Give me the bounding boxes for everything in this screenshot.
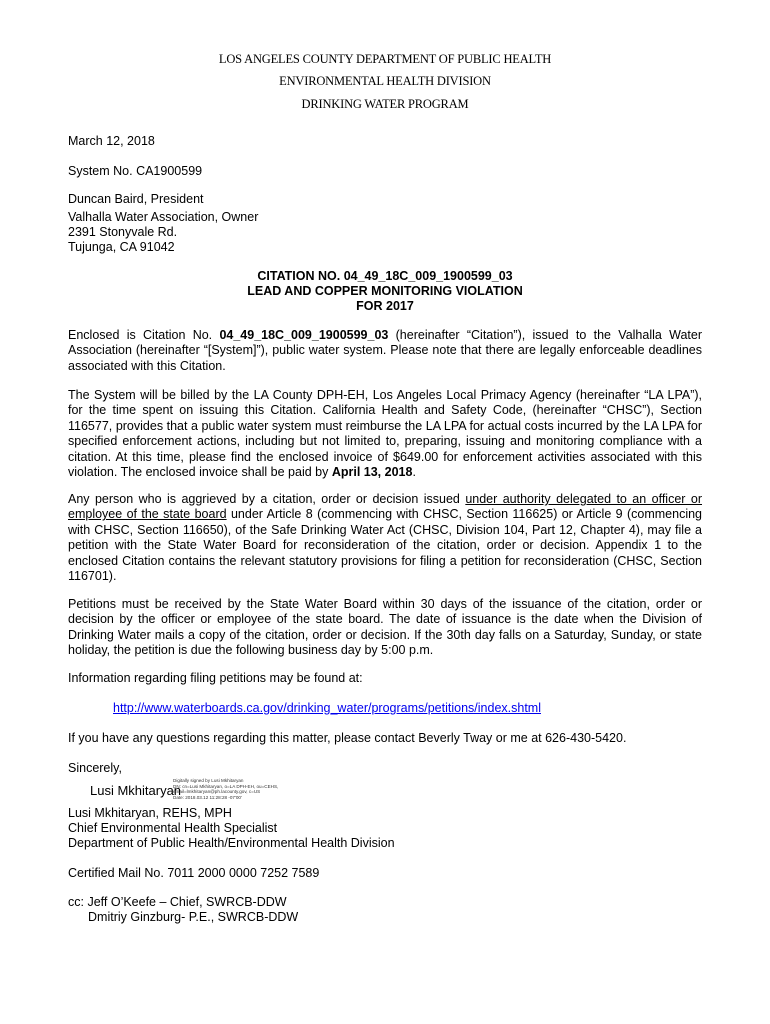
petitions-link[interactable]: http://www.waterboards.ca.gov/drinking_water/programs/petitions/index.shtml	[113, 701, 541, 715]
signer-department: Department of Public Health/Environmental Health Division	[68, 836, 395, 850]
due-date: April 13, 2018	[331, 465, 413, 480]
paragraph-citation: Enclosed is Citation No. 04_49_18C_009_1900599_03 (hereinafter “Citation”), issued to the Valhalla Water Association (hereinafter “[System]”), public water system. Please note that there are legally enforceable deadlines associated with this Citation.	[68, 328, 702, 373]
paragraph-billing: The System will be billed by the LA County DPH-EH, Los Angeles Local Primacy Agency (hereinafter “LA LPA”), for the time spent on issuing this Citation. California Health and Safety Code, (hereinafter “CHSC”), Section 116577, provides that a public water system must reimburse the LA LPA for actual costs incurred by the LA LPA for specified enforcement actions, including but not limited to, preparing, issuing and monitoring compliance with a citation. At this time, please find the enclosed invoice of $649.00 for enforcement activities associated with this violation. The enclosed invoice shall be paid by April 13, 2018.	[68, 388, 702, 480]
header-department: LOS ANGELES COUNTY DEPARTMENT OF PUBLIC HEALTH	[218, 52, 552, 66]
signer-title: Chief Environmental Health Specialist	[68, 821, 278, 835]
paragraph-petition-deadline: Petitions must be received by the State Water Board within 30 days of the issuance of the citation, order or decision by the officer or employee of the state board. The date of issuance is the date when the Division of Drinking Water mails a copy of the citation, order or decision. If the 30th day falls on a Saturday, Sunday, or state holiday, the petition is due the following business day by 5:00 p.m.	[68, 597, 702, 658]
addressee-name: Duncan Baird, President	[68, 192, 204, 206]
paragraph-petition-rights: Any person who is aggrieved by a citation, order or decision issued under authority delegated to an officer or employee of the state board under Article 8 (commencing with CHSC, Section 116625) or Article 9 (commencing with CHSC, Section 116650), of the Safe Drinking Water Act (CHSC, Division 104, Part 12, Chapter 4), may file a petition with the State Water Board for reconsideration of the citation, order or decision. Appendix 1 to the enclosed Citation contains the relevant statutory provisions for filing a petition for reconsideration (CHSC, Section 116701).	[68, 492, 702, 584]
violation-title: LEAD AND COPPER MONITORING VIOLATION	[247, 284, 523, 298]
addressee-org: Valhalla Water Association, Owner	[68, 210, 259, 224]
citation-title: CITATION NO. 04_49_18C_009_1900599_03	[257, 269, 513, 283]
cc-line-2: Dmitriy Ginzburg- P.E., SWRCB-DDW	[88, 910, 299, 924]
year-title: FOR 2017	[356, 299, 414, 313]
header-program: DRINKING WATER PROGRAM	[301, 97, 469, 111]
system-number: System No. CA1900599	[68, 164, 203, 178]
paragraph-questions: If you have any questions regarding this matter, please contact Beverly Tway or me at 626-430-5420.	[68, 731, 627, 745]
citation-number: 04_49_18C_009_1900599_03	[219, 328, 389, 342]
addressee-street: 2391 Stonyvale Rd.	[68, 225, 178, 239]
letter-date: March 12, 2018	[68, 134, 155, 148]
paragraph-info: Information regarding filing petitions may be found at:	[68, 671, 363, 685]
certified-mail: Certified Mail No. 7011 2000 0000 7252 7589	[68, 866, 320, 880]
underlined-authority: under authority delegated to an officer or employee of the state board	[68, 492, 702, 522]
digital-signature-name: Lusi Mkhitaryan	[90, 783, 182, 798]
header-division: ENVIRONMENTAL HEALTH DIVISION	[279, 74, 491, 88]
closing: Sincerely,	[68, 761, 122, 775]
addressee-city: Tujunga, CA 91042	[68, 240, 175, 254]
signer-name: Lusi Mkhitaryan, REHS, MPH	[68, 806, 232, 820]
cc-line-1: cc: Jeff O’Keefe – Chief, SWRCB-DDW	[68, 895, 287, 909]
digital-signature-details: Digitally signed by Lusi Mkhitaryan DN: cn=Lusi Mkhitaryan, o=LA DPH-EH, ou=CEHS, email=lmkhitaryan@ph.lacounty.gov, c=US Date: 2018.03.12 11:28:28 -07'00'	[173, 778, 279, 800]
